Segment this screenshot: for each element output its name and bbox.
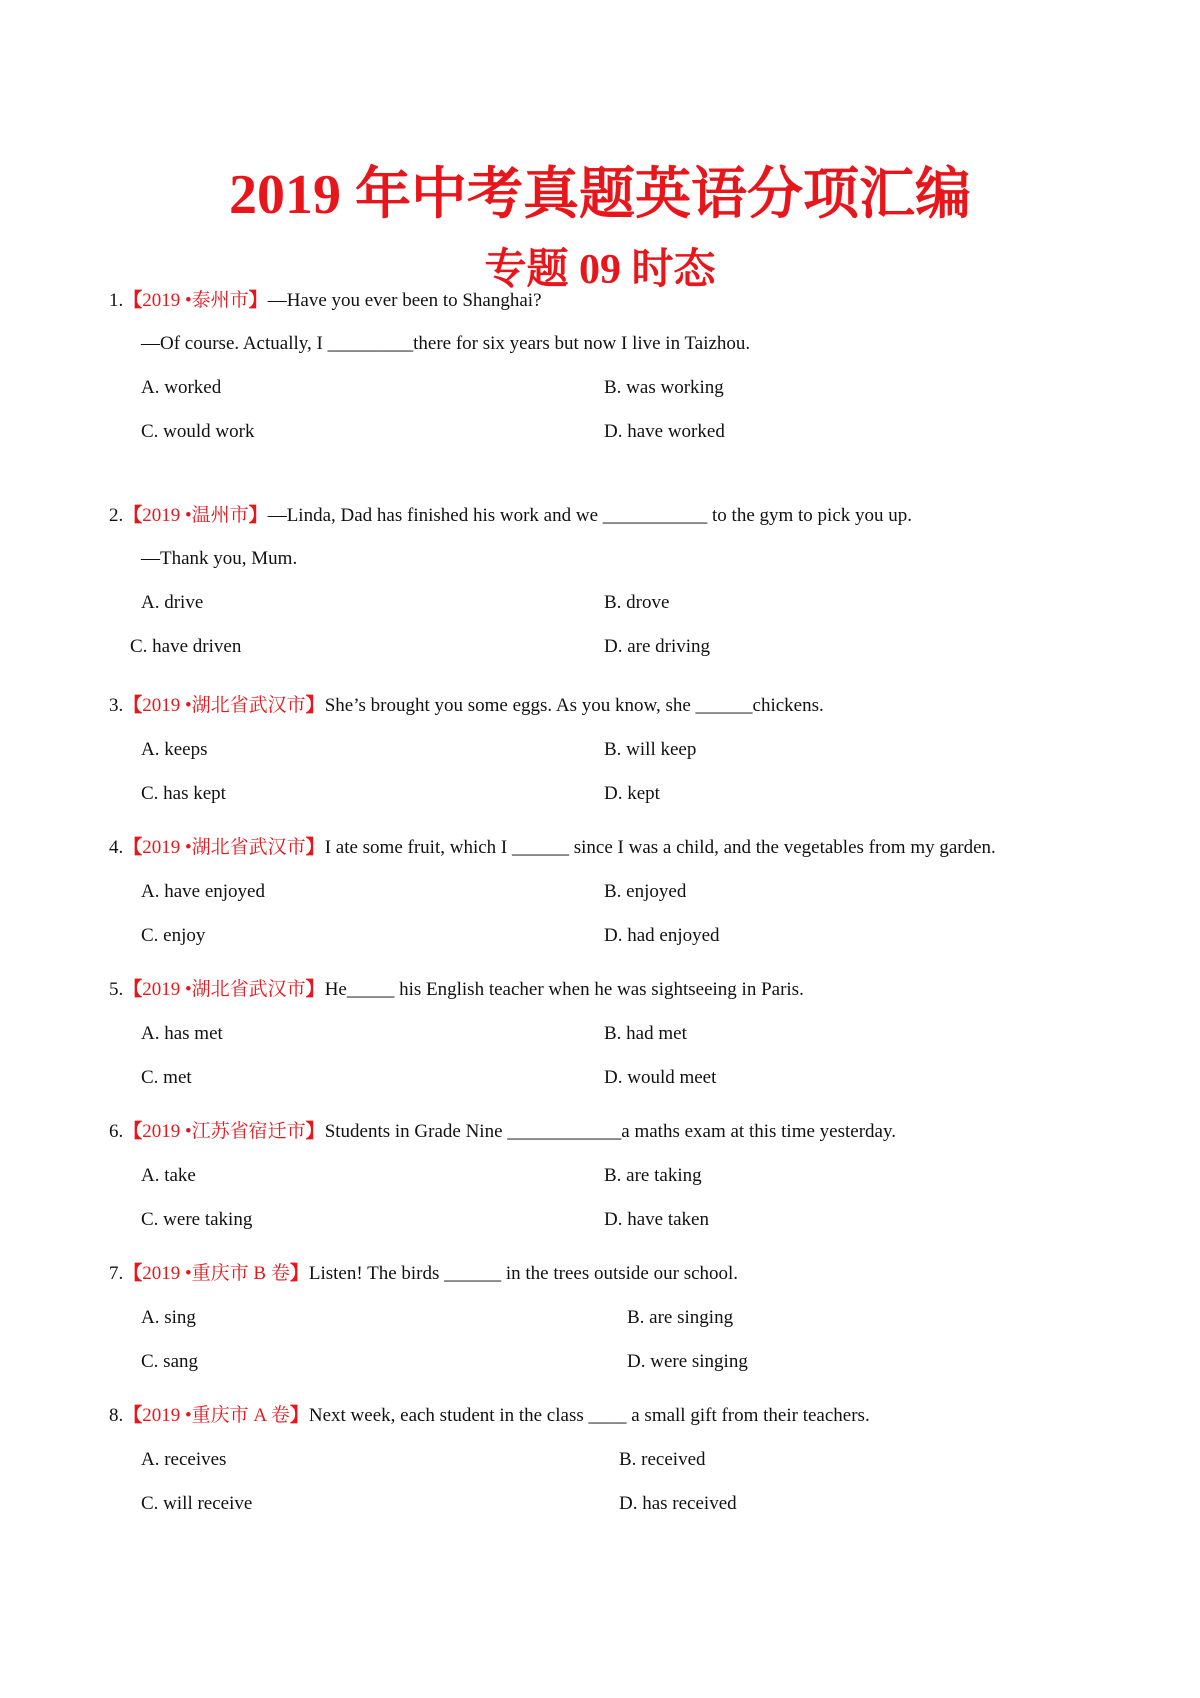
option-a: A. worked xyxy=(141,377,222,398)
option-c: C. sang xyxy=(141,1351,198,1372)
option-a: A. receives xyxy=(141,1449,227,1470)
option-b: B. will keep xyxy=(604,739,697,760)
question-text-line2: —Thank you, Mum. xyxy=(141,548,298,569)
option-d: D. were singing xyxy=(627,1351,748,1372)
question-number: 8. xyxy=(109,1405,124,1426)
option-d: D. had enjoyed xyxy=(604,925,720,946)
question-source: 【2019 •泰州市】 xyxy=(123,290,268,311)
option-d: D. kept xyxy=(604,783,660,804)
question-number: 1. xyxy=(109,290,124,311)
question-source: 【2019 •重庆市 B 卷】 xyxy=(123,1263,309,1284)
option-d: D. have worked xyxy=(604,421,725,442)
option-d: D. has received xyxy=(619,1493,737,1514)
question-source: 【2019 •重庆市 A 卷】 xyxy=(123,1405,309,1426)
option-c: C. have driven xyxy=(130,636,242,657)
option-b: B. drove xyxy=(604,592,670,613)
question-number: 5. xyxy=(109,979,124,1000)
document-title: 2019 年中考真题英语分项汇编 xyxy=(229,164,971,226)
question-text: I ate some fruit, which I ______ since I was a child, and the vegetables from my garden. xyxy=(324,837,996,858)
question-source: 【2019 •温州市】 xyxy=(123,505,268,526)
option-a: A. sing xyxy=(141,1307,196,1328)
question-text: Students in Grade Nine ____________a maths exam at this time yesterday. xyxy=(324,1121,896,1142)
option-b: B. are singing xyxy=(627,1307,734,1328)
option-c: C. met xyxy=(141,1067,192,1088)
question-source: 【2019 •江苏省宿迁市】 xyxy=(123,1121,325,1142)
question-8 xyxy=(0,1404,1200,1664)
question-source: 【2019 •湖北省武汉市】 xyxy=(123,979,325,1000)
question-text: She’s brought you some eggs. As you know, she ______chickens. xyxy=(324,695,824,716)
option-c: C. were taking xyxy=(141,1209,253,1230)
question-stem xyxy=(109,1120,896,1144)
question-stem xyxy=(109,289,542,313)
option-a: A. has met xyxy=(141,1023,223,1044)
question-stem xyxy=(109,504,912,528)
option-c: C. would work xyxy=(141,421,255,442)
option-c: C. will receive xyxy=(141,1493,253,1514)
question-text: Next week, each student in the class ____ a small gift from their teachers. xyxy=(308,1405,870,1426)
question-text-line2: —Of course. Actually, I _________there for six years but now I live in Taizhou. xyxy=(141,333,751,354)
option-d: D. are driving xyxy=(604,636,711,657)
question-number: 3. xyxy=(109,695,124,716)
question-text: —Have you ever been to Shanghai? xyxy=(267,290,542,311)
option-c: C. enjoy xyxy=(141,925,206,946)
document-subtitle: 专题 09 时态 xyxy=(484,247,716,293)
question-number: 4. xyxy=(109,837,124,858)
option-b: B. are taking xyxy=(604,1165,702,1186)
question-number: 6. xyxy=(109,1121,124,1142)
question-number: 7. xyxy=(109,1263,124,1284)
question-stem xyxy=(109,1262,738,1286)
option-b: B. received xyxy=(619,1449,706,1470)
question-source: 【2019 •湖北省武汉市】 xyxy=(123,695,325,716)
question-stem xyxy=(109,694,824,718)
option-a: A. have enjoyed xyxy=(141,881,265,902)
option-b: B. had met xyxy=(604,1023,687,1044)
question-stem xyxy=(109,836,996,860)
question-text: —Linda, Dad has finished his work and we ___________ to the gym to pick you up. xyxy=(267,505,913,526)
option-d: D. have taken xyxy=(604,1209,709,1230)
question-text: Listen! The birds ______ in the trees outside our school. xyxy=(308,1263,739,1284)
option-a: A. take xyxy=(141,1165,196,1186)
question-stem xyxy=(109,978,804,1002)
option-c: C. has kept xyxy=(141,783,226,804)
option-b: B. enjoyed xyxy=(604,881,687,902)
option-d: D. would meet xyxy=(604,1067,717,1088)
option-a: A. keeps xyxy=(141,739,208,760)
question-number: 2. xyxy=(109,505,124,526)
question-text: He_____ his English teacher when he was sightseeing in Paris. xyxy=(324,979,804,1000)
option-a: A. drive xyxy=(141,592,204,613)
question-stem xyxy=(109,1404,870,1428)
question-source: 【2019 •湖北省武汉市】 xyxy=(123,837,325,858)
option-b: B. was working xyxy=(604,377,724,398)
